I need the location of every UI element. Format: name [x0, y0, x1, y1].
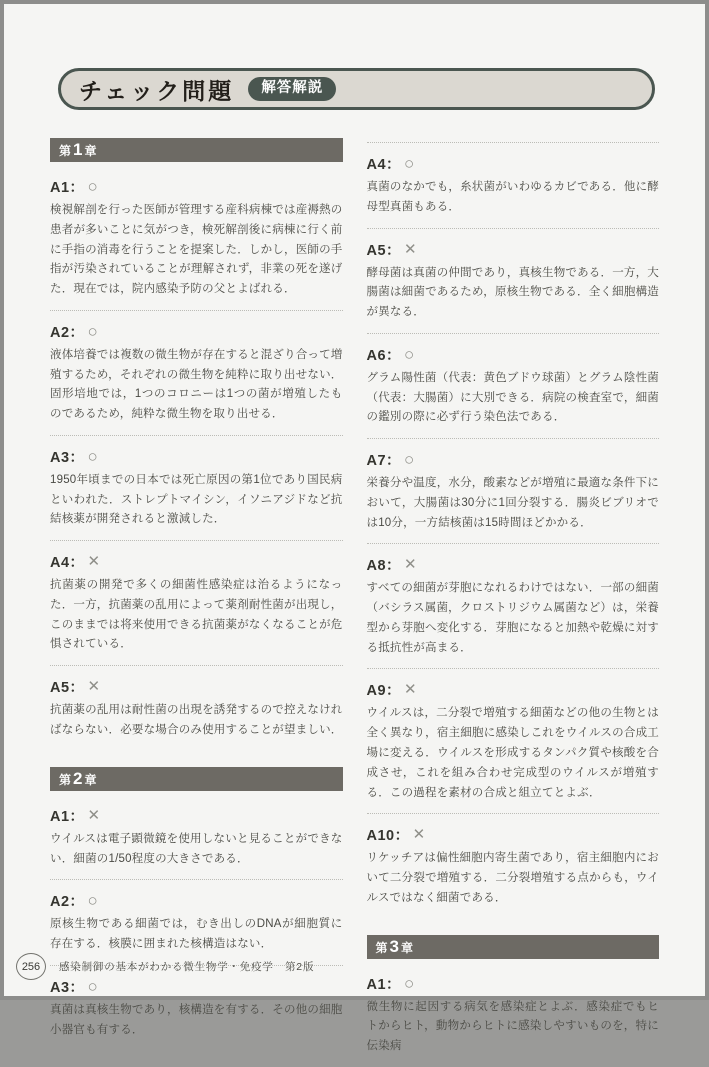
- page-footer: [16, 953, 314, 980]
- answer-text: 検視解剖を行った医師が管理する産科病棟では産褥熱の患者が多いことに気がつき，検死解剖後に病棟に行く前に手指の消毒を行うことを提案した．しかし，医師の手指が汚染されていることが理解されず，非業の死を遂げた．現在では，院内感染予防の父とよばれる．: [50, 204, 343, 296]
- answer-text: 真菌のなかでも，糸状菌がいわゆるカビである．他に酵母型真菌もある．: [366, 181, 659, 213]
- correct-mark-icon: ○: [404, 344, 415, 364]
- answer-text: 微生物に起因する病気を感染症とよぶ．感染症でもヒトからヒト，動物からヒトに感染しやすいものを，特に伝染病: [366, 1000, 659, 1053]
- answer-id: A1：: [50, 808, 85, 825]
- left-column: [50, 138, 343, 1067]
- answer-id: A3：: [50, 449, 85, 466]
- answer-id: A8：: [366, 558, 402, 575]
- answer-text: 抗菌薬の乱用は耐性菌の出現を誘発するので控えなければならない．必要な場合のみ使用することが望ましい．: [50, 704, 343, 737]
- correct-mark-icon: ○: [404, 973, 415, 993]
- answer-id: A3：: [50, 979, 85, 996]
- answer-label: [50, 176, 343, 197]
- chapter-number: 1: [73, 140, 84, 159]
- answer-block: [367, 439, 660, 544]
- answer-block: [367, 963, 660, 1067]
- answer-text: 栄養分や温度，水分，酸素などが増殖に最適な条件下において，大腸菌は30分に1回分裂する．腸炎ビブリオでは10分，一方結核菌は15時間ほどかかる．: [366, 477, 659, 529]
- answer-label: [367, 554, 660, 575]
- correct-mark-icon: ○: [87, 321, 99, 341]
- chapter-suffix: 章: [84, 144, 98, 158]
- answer-label: [50, 890, 343, 911]
- chapter-number: 3: [389, 936, 400, 956]
- answer-id: A4：: [366, 157, 402, 173]
- answer-block: [367, 334, 660, 439]
- answer-id: A5：: [50, 680, 85, 697]
- chapter-prefix: 第: [59, 772, 73, 787]
- answer-id: A9：: [366, 683, 402, 700]
- answer-text: リケッチアは偏性細胞内寄生菌であり，宿主細胞内において二分裂で増殖する．二分裂増殖する点からも，ウイルスではなく細菌である．: [366, 852, 659, 904]
- chapter-number: 2: [73, 768, 84, 788]
- answer-id: A2：: [50, 894, 85, 911]
- answer-text: 真菌は真核生物であり，核構造を有する．その他の細胞小器官も有する．: [50, 1003, 343, 1036]
- correct-mark-icon: ○: [404, 154, 415, 173]
- answer-label: [367, 679, 660, 700]
- wrong-mark-icon: ✕: [87, 553, 101, 571]
- answer-id: A7：: [366, 453, 402, 470]
- correct-mark-icon: ○: [87, 891, 99, 911]
- answer-block: [367, 143, 660, 229]
- chapter-heading-2: [50, 767, 343, 791]
- answer-id: A10：: [366, 828, 410, 845]
- wrong-mark-icon: ✕: [404, 240, 418, 258]
- book-title: 感染制御の基本がわかる微生物学・免疫学 第2版: [59, 961, 315, 973]
- answer-block: [50, 311, 343, 436]
- answer-label: [367, 449, 660, 470]
- correct-mark-icon: ○: [87, 446, 99, 466]
- answer-label: [367, 973, 660, 994]
- answer-label: [367, 153, 660, 174]
- answer-label: [50, 805, 343, 826]
- answer-id: A2：: [50, 324, 85, 341]
- answer-text: 酵母菌は真菌の仲間であり，真核生物である．一方，大腸菌は細菌であるため，原核生物である．全く細胞構造が異なる．: [366, 266, 659, 319]
- answer-label: [50, 446, 343, 467]
- correct-mark-icon: ○: [87, 976, 99, 996]
- page-number: 256: [16, 953, 46, 980]
- wrong-mark-icon: ✕: [404, 556, 418, 574]
- correct-mark-icon: ○: [87, 177, 99, 196]
- answer-text: 原核生物である細菌では，むき出しのDNAが細胞質に存在する．核膜に囲まれた核構造はない．: [50, 918, 343, 951]
- answer-block: [50, 166, 343, 311]
- answer-id: A6：: [366, 347, 402, 364]
- content-columns: [50, 138, 659, 1067]
- answer-label: [50, 321, 343, 342]
- answer-id: A1：: [366, 976, 402, 993]
- right-column: [367, 138, 660, 1067]
- answer-text: グラム陽性菌（代表：黄色ブドウ球菌）とグラム陰性菌（代表：大腸菌）に大別できる．病院の検査室で，細菌の鑑別の際に必ず行う染色法である．: [366, 371, 659, 424]
- answer-id: A5：: [366, 242, 402, 259]
- answer-block: [367, 229, 660, 334]
- wrong-mark-icon: ✕: [412, 826, 426, 844]
- page-header: [58, 68, 655, 110]
- answer-id: A4：: [50, 555, 85, 572]
- answer-text: 抗菌薬の開発で多くの細菌性感染症は治るようになった．一方，抗菌薬の乱用によって薬剤耐性菌が出現し，このままでは将来使用できる抗菌薬がなくなることが危惧されている．: [50, 579, 343, 651]
- wrong-mark-icon: ✕: [404, 681, 418, 699]
- page-title: チェック問題: [79, 77, 235, 104]
- chapter-prefix: 第: [59, 144, 73, 158]
- answer-block: [50, 795, 343, 881]
- answer-block: [50, 541, 343, 666]
- answer-block: [367, 669, 660, 814]
- chapter-suffix: 章: [400, 940, 414, 955]
- answer-id: A1：: [50, 180, 85, 196]
- answer-label: [367, 239, 660, 260]
- header-pill: [58, 68, 655, 110]
- chapter-heading-1: [50, 138, 343, 162]
- answer-label: [50, 551, 343, 572]
- wrong-mark-icon: ✕: [87, 678, 101, 696]
- answer-text: ウイルスは電子顕微鏡を使用しないと見ることができない．細菌の1/50程度の大きさである．: [50, 832, 343, 865]
- chapter-prefix: 第: [375, 940, 389, 955]
- answer-text: 1950年頃までの日本では死亡原因の第1位であり国民病といわれた．ストレプトマイシン，イソニアジドなど抗結核薬が開発されると激減した．: [50, 473, 343, 526]
- answer-block: [367, 814, 660, 918]
- correct-mark-icon: ○: [404, 450, 415, 470]
- answer-key-badge: 解答解説: [248, 77, 336, 101]
- answer-block: [50, 666, 343, 751]
- answer-text: ウイルスは，二分裂で増殖する細菌などの他の生物とは全く異なり，宿主細胞に感染しこれをウイルスの合成工場に変える．ウイルスを形成するタンパク質や核酸を合成させ，これを組み合わせ完成型のウイルスが増殖する．この過程を素材の合成と組立てとよぶ．: [366, 707, 659, 799]
- answer-text: すべての細菌が芽胞になれるわけではない．一部の細菌（バシラス属菌，クロストリジウム属菌など）は，栄養型から芽胞へ変化する．芽胞になると加熱や乾燥に対する抵抗性が高まる．: [366, 582, 659, 654]
- chapter-suffix: 章: [84, 772, 98, 787]
- chapter-heading-3: [367, 935, 660, 959]
- wrong-mark-icon: ✕: [87, 806, 101, 824]
- answer-label: [367, 344, 660, 365]
- answer-label: [367, 824, 660, 845]
- answer-block: [367, 544, 660, 669]
- answer-text: 液体培養では複数の微生物が存在すると混ざり合って増殖するため，それぞれの微生物を純粋に取り出せない．固形培地では，1つのコロニーは1つの菌が増殖したものであるため，純粋な微生物を取り出せる．: [50, 348, 343, 421]
- answer-label: [50, 676, 343, 697]
- answer-block: [50, 436, 343, 541]
